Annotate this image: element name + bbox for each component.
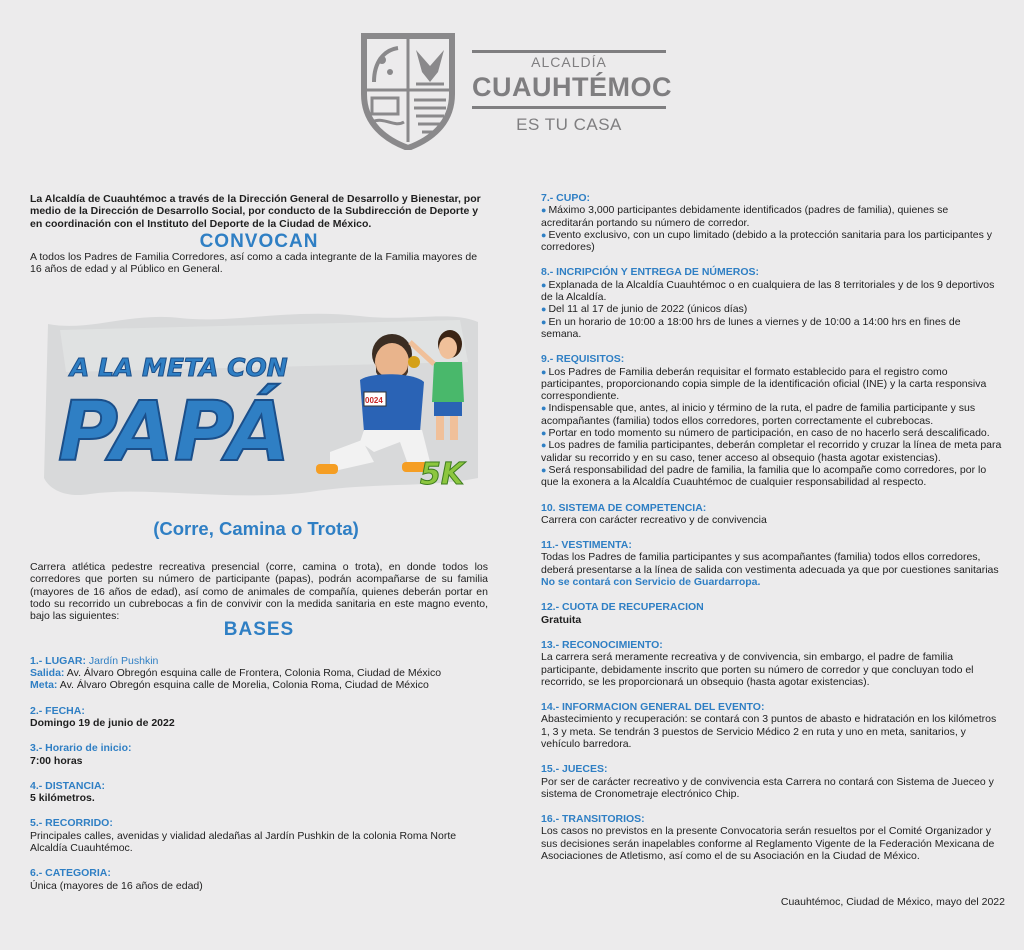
fecha-title: 2.- FECHA: bbox=[30, 704, 85, 717]
categoria-text: Única (mayores de 16 años de edad) bbox=[30, 879, 203, 892]
vestimenta-note: No se contará con Servicio de Guardarropa. bbox=[541, 576, 761, 589]
bases-heading: BASES bbox=[223, 619, 295, 641]
left-column-lower bbox=[30, 561, 488, 892]
alcaldia-brand bbox=[472, 50, 672, 135]
brand-rule bbox=[472, 106, 666, 109]
distancia-text: 5 kilómetros. bbox=[30, 792, 95, 805]
convocan-heading: CONVOCAN bbox=[199, 230, 319, 252]
bib-number: 0024 bbox=[365, 396, 383, 405]
requisitos-item: ● Portar en todo momento su número de participación, en caso de no hacerlo será descalificado. bbox=[541, 427, 1003, 439]
fecha-text: Domingo 19 de junio de 2022 bbox=[30, 716, 175, 729]
section-cupo bbox=[541, 192, 1003, 253]
section-inscripcion bbox=[541, 266, 1003, 340]
requisitos-item: ● Será responsabilidad del padre de familia, la familia que lo acompañe como corredores, por lo que la exonera a la Alcaldía Cuauhtémoc de cualquier responsabilidad al respecto. bbox=[541, 464, 1003, 489]
reconocimiento-title: 13.- RECONOCIMIENTO: bbox=[541, 638, 663, 651]
transitorios-text: Los casos no previstos en la presente Convocatoria serán resueltos por el Comité Organizador y sus decisiones serán inapelables conforme al Reglamento Vigente de la Federación Mexicana de Asociaciones de Atletismo, así como el de su Asociación en la Ciudad de México. bbox=[541, 825, 995, 863]
cuota-text: Gratuita bbox=[541, 613, 582, 626]
event-banner bbox=[30, 302, 482, 506]
audience-paragraph: A todos los Padres de Familia Corredores, así como a cada integrante de la Familia mayores de 16 años de edad y al Público en General. bbox=[30, 251, 478, 276]
jueces-text: Por ser de carácter recreativo y de convivencia esta Carrera no contará con Sistema de Jueceo y sistema de Cronometraje electrónico Chip. bbox=[541, 775, 994, 800]
right-column bbox=[541, 192, 1003, 862]
banner-distance: 5K bbox=[420, 457, 465, 492]
section-jueces bbox=[541, 763, 1003, 800]
section-cuota bbox=[541, 601, 1003, 626]
inscripcion-title: 8.- INCRIPCIÓN Y ENTREGA DE NÚMEROS: bbox=[541, 266, 759, 279]
section-vestimenta bbox=[541, 539, 1003, 588]
brand-tagline: ES TU CASA bbox=[516, 115, 622, 134]
left-column bbox=[30, 193, 488, 276]
section-transitorios bbox=[541, 813, 1003, 862]
cupo-item: ● Evento exclusivo, con un cupo limitado (debido a la protección sanitaria para los participantes y corredores) bbox=[541, 229, 1003, 254]
intro-paragraph: La Alcaldía de Cuauhtémoc a través de la Dirección General de Desarrollo y Bienestar, por medio de la Dirección de Desarrollo Social, por conducto de la Subdirección de Deporte y en coordinación con el Instituto del Deporte de la Ciudad de México. bbox=[30, 193, 481, 230]
section-horario bbox=[30, 742, 488, 767]
recorrido-text: Principales calles, avenidas y vialidad aledañas al Jardín Pushkin de la colonia Roma Norte Alcaldía Cuauhtémoc. bbox=[30, 829, 457, 855]
cuota-title: 12.- CUOTA DE RECUPERACION bbox=[541, 601, 704, 614]
salida-label: Salida: bbox=[30, 667, 65, 680]
inscripcion-item: ● Explanada de la Alcaldía Cuauhtémoc o en cualquiera de las 8 territoriales y de los 9 deportivos de la Alcaldía. bbox=[541, 279, 1003, 304]
sistema-title: 10. SISTEMA DE COMPETENCIA: bbox=[541, 501, 707, 514]
event-subtitle: (Corre, Camina o Trota) bbox=[153, 518, 359, 539]
horario-title: 3.- Horario de inicio: bbox=[30, 742, 132, 755]
jueces-title: 15.- JUECES: bbox=[541, 763, 608, 776]
section-sistema bbox=[541, 502, 1003, 527]
section-recorrido bbox=[30, 817, 488, 854]
inscripcion-item: ● En un horario de 10:00 a 18:00 hrs de lunes a viernes y de 10:00 a 14:00 hrs en fines de semana. bbox=[541, 316, 1003, 341]
section-requisitos bbox=[541, 353, 1003, 488]
horario-text: 7:00 horas bbox=[30, 754, 83, 767]
categoria-title: 6.- CATEGORIA: bbox=[30, 867, 111, 880]
transitorios-title: 16.- TRANSITORIOS: bbox=[541, 813, 645, 826]
lugar-place: Jardín Pushkin bbox=[88, 654, 159, 667]
requisitos-item: ● Los padres de familia participantes, deberán completar el recorrido y cruzar la línea de meta para validar su recorrido y en su caso, tener acceso al obsequio (hasta agotar existencias). bbox=[541, 439, 1003, 464]
brand-alcaldia: ALCALDÍA bbox=[531, 54, 607, 70]
reconocimiento-text: La carrera será meramente recreativa y de convivencia, sin embargo, el padre de familia participante, debidamente inscrito que porten su número de corredor y que concluyan todo el recorrido, se les proporcionará un obsequio (hasta agotar existencias). bbox=[541, 651, 974, 688]
description-paragraph: Carrera atlética pedestre recreativa presencial (corre, camina o trota), en donde todos los corredores que porten su número de participante (papas), podrán acompañarse de su familia (mayores de 16 años de edad), así como de animales de compañía, quienes deberán portar en todo su recorrido un cubrebocas a fin de convivir con la medida sanitaria en este magno evento, bajo las siguientes: bbox=[30, 561, 488, 623]
vestimenta-title: 11.- VESTIMENTA: bbox=[541, 539, 632, 552]
informacion-title: 14.- INFORMACION GENERAL DEL EVENTO: bbox=[541, 701, 765, 714]
cupo-item: ● Máximo 3,000 participantes debidamente identificados (padres de familia), quienes se acreditarán portando su número de corredor. bbox=[541, 204, 1003, 229]
banner-line2: PAPÁ bbox=[58, 385, 291, 480]
salida-text: Av. Álvaro Obregón esquina calle de Frontera, Colonia Roma, Ciudad de México bbox=[66, 667, 442, 680]
section-reconocimiento bbox=[541, 639, 1003, 688]
distancia-title: 4.- DISTANCIA: bbox=[30, 779, 106, 792]
cupo-title: 7.- CUPO: bbox=[541, 192, 591, 204]
section-distancia bbox=[30, 780, 488, 805]
requisitos-item: ● Los Padres de Familia deberán requisitar el formato establecido para el registro como participantes, proporcionando copia simple de la identificación oficial (INE) y la carta responsiva correspondiente. bbox=[541, 366, 1003, 403]
lugar-title: 1.- LUGAR: bbox=[30, 654, 86, 667]
requisitos-title: 9.- REQUISITOS: bbox=[541, 353, 625, 366]
alcaldia-shield-logo bbox=[360, 32, 456, 150]
meta-text: Av. Álvaro Obregón esquina calle de Morelia, Colonia Roma, Ciudad de México bbox=[59, 679, 429, 692]
vestimenta-text: Todas los Padres de familia participantes y sus acompañantes (familia) todos ellos corredores, deberá presentarse a la línea de salida con vestimenta adecuada ya que por cuestiones sanitarias bbox=[541, 551, 999, 576]
recorrido-title: 5.- RECORRIDO: bbox=[30, 817, 113, 830]
section-fecha bbox=[30, 705, 488, 730]
section-categoria bbox=[30, 867, 488, 892]
requisitos-item: ● Indispensable que, antes, al inicio y término de la ruta, el padre de familia participante y sus acompañantes (familia) todos ellos corredores, porten correctamente el cubrebocas. bbox=[541, 402, 1003, 427]
meta-label: Meta: bbox=[30, 679, 58, 692]
informacion-text: Abastecimiento y recuperación: se contará con 3 puntos de abasto e hidratación en los kilómetros 1, 3 y meta. Se tendrán 3 puestos de Servicio Médico 2 en ruta y uno en meta, sanitarios, y vehículo barredora. bbox=[541, 713, 997, 750]
brand-rule bbox=[472, 50, 666, 53]
section-informacion bbox=[541, 701, 1003, 750]
inscripcion-item: ● Del 11 al 17 de junio de 2022 (únicos días) bbox=[541, 303, 1003, 315]
brand-name: CUAUHTÉMOC bbox=[472, 72, 672, 102]
section-lugar bbox=[30, 655, 488, 692]
banner-line1: A LA META CON bbox=[70, 353, 288, 382]
sistema-text: Carrera con carácter recreativo y de convivencia bbox=[541, 513, 767, 526]
footer-date: Cuauhtémoc, Ciudad de México, mayo del 2022 bbox=[780, 896, 1005, 908]
